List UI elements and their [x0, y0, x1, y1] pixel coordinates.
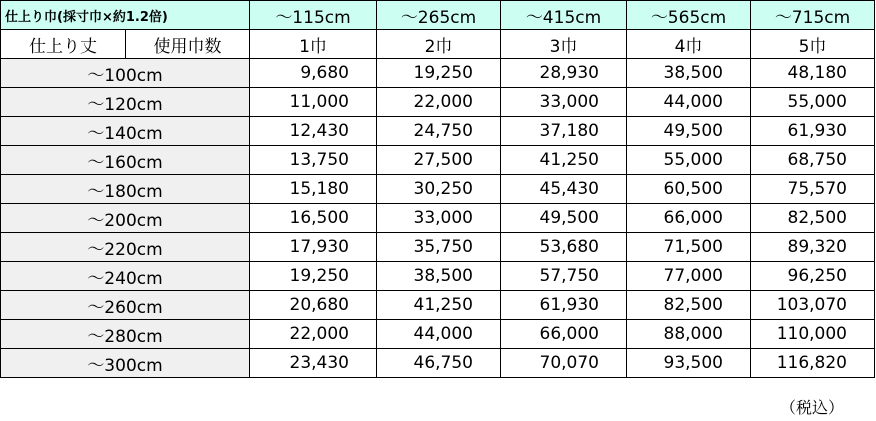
price-cell: 70,070 — [501, 349, 627, 378]
price-cell: 22,000 — [377, 88, 501, 117]
corner-label: 仕上り巾(採寸巾×約1.2倍) — [1, 1, 250, 30]
price-cell: 23,430 — [250, 349, 377, 378]
price-cell: 12,430 — [250, 117, 377, 146]
width-header-3: ～415cm — [501, 1, 627, 30]
price-cell: 11,000 — [250, 88, 377, 117]
panels-label: 使用巾数 — [126, 30, 250, 59]
table-row — [1, 204, 875, 233]
price-cell: 17,930 — [250, 233, 377, 262]
row-length-label: ～300cm — [1, 349, 250, 378]
panel-header-1: 1巾 — [250, 30, 377, 59]
price-cell: 68,750 — [751, 146, 875, 175]
table-row — [1, 88, 875, 117]
price-cell: 41,250 — [501, 146, 627, 175]
price-cell: 61,930 — [501, 291, 627, 320]
price-cell: 37,180 — [501, 117, 627, 146]
table-row — [1, 59, 875, 88]
price-cell: 49,500 — [501, 204, 627, 233]
price-cell: 30,250 — [377, 175, 501, 204]
width-header-2: ～265cm — [377, 1, 501, 30]
row-length-label: ～100cm — [1, 59, 250, 88]
price-cell: 48,180 — [751, 59, 875, 88]
price-cell: 19,250 — [377, 59, 501, 88]
price-cell: 15,180 — [250, 175, 377, 204]
price-cell: 22,000 — [250, 320, 377, 349]
price-cell: 55,000 — [627, 146, 751, 175]
price-cell: 61,930 — [751, 117, 875, 146]
price-cell: 13,750 — [250, 146, 377, 175]
price-cell: 41,250 — [377, 291, 501, 320]
price-cell: 96,250 — [751, 262, 875, 291]
price-cell: 28,930 — [501, 59, 627, 88]
panel-header-5: 5巾 — [751, 30, 875, 59]
table-row — [1, 146, 875, 175]
header-row-panels — [1, 30, 875, 59]
panel-header-3: 3巾 — [501, 30, 627, 59]
table-row — [1, 233, 875, 262]
price-cell: 110,000 — [751, 320, 875, 349]
price-cell: 19,250 — [250, 262, 377, 291]
price-cell: 33,000 — [377, 204, 501, 233]
price-cell: 93,500 — [627, 349, 751, 378]
price-cell: 9,680 — [250, 59, 377, 88]
price-cell: 35,750 — [377, 233, 501, 262]
price-cell: 38,500 — [377, 262, 501, 291]
price-cell: 49,500 — [627, 117, 751, 146]
table-row — [1, 262, 875, 291]
price-cell: 53,680 — [501, 233, 627, 262]
panel-header-4: 4巾 — [627, 30, 751, 59]
table-row — [1, 349, 875, 378]
price-cell: 20,680 — [250, 291, 377, 320]
price-cell: 44,000 — [627, 88, 751, 117]
width-header-5: ～715cm — [751, 1, 875, 30]
price-cell: 88,000 — [627, 320, 751, 349]
price-cell: 66,000 — [627, 204, 751, 233]
price-cell: 89,320 — [751, 233, 875, 262]
price-cell: 55,000 — [751, 88, 875, 117]
price-cell: 103,070 — [751, 291, 875, 320]
price-cell: 71,500 — [627, 233, 751, 262]
price-cell: 44,000 — [377, 320, 501, 349]
header-row-widths — [1, 1, 875, 30]
table-row — [1, 291, 875, 320]
row-length-label: ～200cm — [1, 204, 250, 233]
length-label: 仕上り丈 — [1, 30, 126, 59]
row-length-label: ～240cm — [1, 262, 250, 291]
row-length-label: ～160cm — [1, 146, 250, 175]
row-length-label: ～280cm — [1, 320, 250, 349]
width-header-1: ～115cm — [250, 1, 377, 30]
price-cell: 57,750 — [501, 262, 627, 291]
row-length-label: ～120cm — [1, 88, 250, 117]
table-row — [1, 117, 875, 146]
price-cell: 66,000 — [501, 320, 627, 349]
price-cell: 116,820 — [751, 349, 875, 378]
price-cell: 33,000 — [501, 88, 627, 117]
table-row — [1, 175, 875, 204]
row-length-label: ～140cm — [1, 117, 250, 146]
row-length-label: ～180cm — [1, 175, 250, 204]
price-cell: 77,000 — [627, 262, 751, 291]
tax-note: （税込） — [779, 398, 844, 417]
row-length-label: ～220cm — [1, 233, 250, 262]
price-cell: 46,750 — [377, 349, 501, 378]
price-cell: 38,500 — [627, 59, 751, 88]
row-length-label: ～260cm — [1, 291, 250, 320]
price-cell: 45,430 — [501, 175, 627, 204]
price-cell: 82,500 — [627, 291, 751, 320]
price-cell: 60,500 — [627, 175, 751, 204]
table-row — [1, 320, 875, 349]
price-cell: 16,500 — [250, 204, 377, 233]
price-cell: 27,500 — [377, 146, 501, 175]
price-cell: 24,750 — [377, 117, 501, 146]
panel-header-2: 2巾 — [377, 30, 501, 59]
width-header-4: ～565cm — [627, 1, 751, 30]
price-cell: 75,570 — [751, 175, 875, 204]
price-cell: 82,500 — [751, 204, 875, 233]
